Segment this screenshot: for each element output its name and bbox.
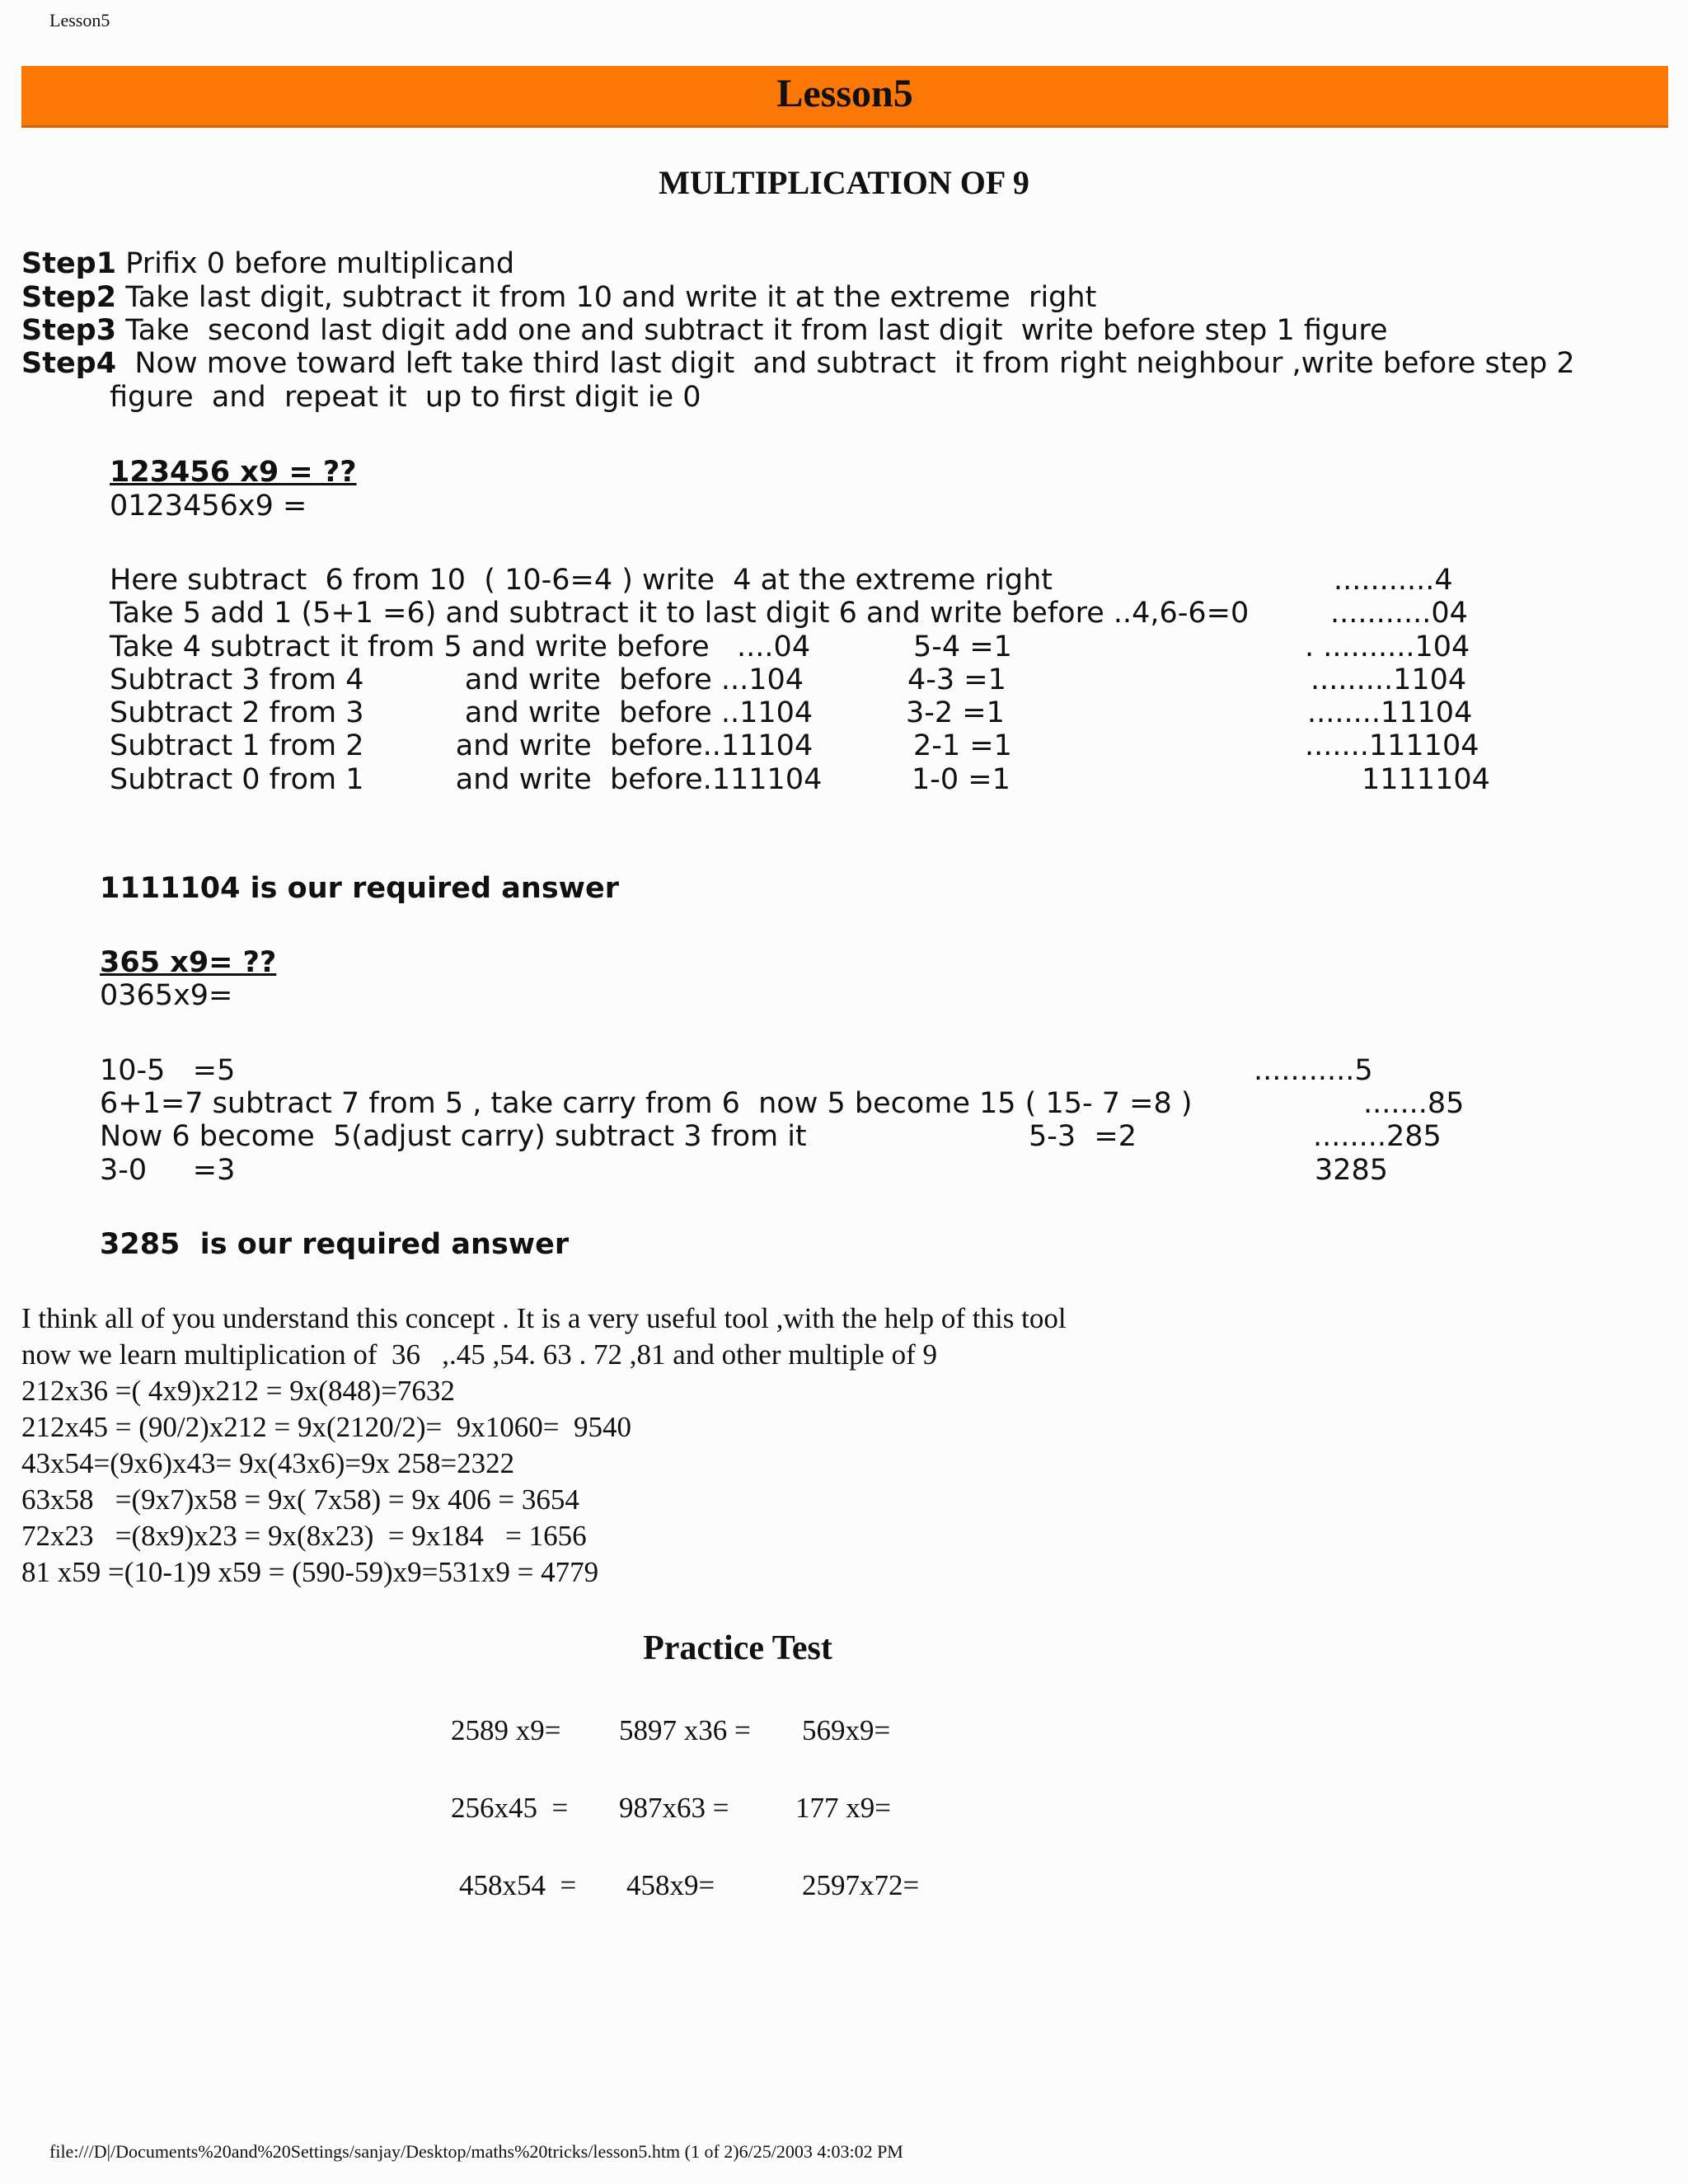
example1-row-desc: Take 5 add 1 (5+1 =6) and subtract it to last digit 6 and write before ..4,6-6=0 <box>110 597 1250 630</box>
example2-row-desc: Now 6 become 5(adjust carry) subtract 3 from it <box>100 1120 807 1153</box>
practice-item: 569x9= <box>802 1714 891 1746</box>
step-text: Take second last digit add one and subtract it from last digit write before step 1 figure <box>116 314 1388 347</box>
note-line: 212x36 =( 4x9)x212 = 9x(848)=7632 <box>21 1375 455 1407</box>
note-line: 72x23 =(8x9)x23 = 9x(8x23) = 9x184 = 1656 <box>21 1520 587 1552</box>
example1-row-desc: Subtract 0 from 1 and write before.111104 <box>110 763 823 796</box>
note-line: 43x54=(9x6)x43= 9x(43x6)=9x 258=2322 <box>21 1447 515 1479</box>
practice-title: Practice Test <box>643 1629 832 1667</box>
example1-row-desc: Here subtract 6 from 10 ( 10-6=4 ) write 4 at the extreme right <box>110 564 1053 597</box>
note-line: 212x45 = (90/2)x212 = 9x(2120/2)= 9x1060= 9540 <box>21 1411 632 1443</box>
step-4 <box>21 347 1575 380</box>
example1-row-desc: Subtract 1 from 2 and write before..11104 <box>110 729 814 762</box>
example2-row-desc: 10-5 =5 <box>100 1054 236 1087</box>
example1-row-result: .......111104 <box>1305 729 1479 762</box>
note-line: now we learn multiplication of 36 ,.45 ,54. 63 . 72 ,81 and other multiple of 9 <box>21 1338 938 1371</box>
example1-row-desc: Subtract 2 from 3 and write before ..1104 <box>110 696 814 729</box>
step-1 <box>21 247 514 280</box>
example2-heading: 365 x9= ?? <box>100 946 277 979</box>
practice-item: 256x45 = <box>451 1792 569 1824</box>
note-line: I think all of you understand this concept . It is a very useful tool ,with the help of this tool <box>21 1302 1067 1334</box>
example1-answer: 1111104 is our required answer <box>100 872 619 905</box>
step-text: Prifix 0 before multiplicand <box>116 247 515 280</box>
example2-row-desc: 6+1=7 subtract 7 from 5 , take carry from 6 now 5 become 15 ( 15- 7 =8 ) <box>100 1087 1193 1120</box>
example1-row-result: ...........04 <box>1330 597 1468 630</box>
practice-item: 5897 x36 = <box>619 1714 751 1746</box>
example1-row-result: ........11104 <box>1307 696 1473 729</box>
step-4-continued <box>110 381 701 414</box>
example1-row-result: . ..........104 <box>1305 630 1470 663</box>
practice-item: 458x9= <box>626 1869 715 1901</box>
example2-row-desc: 3-0 =3 <box>100 1154 236 1187</box>
example2-row-result: .......85 <box>1363 1087 1465 1120</box>
practice-item: 2589 x9= <box>451 1714 561 1746</box>
step-text: Take last digit, subtract it from 10 and write it at the extreme right <box>116 281 1097 314</box>
page-header-label: Lesson5 <box>49 10 110 30</box>
example1-prefixed: 0123456x9 = <box>110 490 307 523</box>
example2-row-result: ...........5 <box>1254 1054 1373 1087</box>
practice-item: 177 x9= <box>795 1792 891 1824</box>
example1-row-result: .........1104 <box>1311 663 1467 696</box>
section-title: MULTIPLICATION OF 9 <box>659 164 1029 201</box>
example1-heading: 123456 x9 = ?? <box>110 456 357 489</box>
note-line: 63x58 =(9x7)x58 = 9x( 7x58) = 9x 406 = 3654 <box>21 1483 579 1516</box>
note-line: 81 x59 =(10-1)9 x59 = (590-59)x9=531x9 = 4779 <box>21 1556 599 1588</box>
step-3 <box>21 314 1388 347</box>
example2-prefixed: 0365x9= <box>100 979 233 1012</box>
practice-item: 458x54 = <box>459 1869 577 1901</box>
example1-row-result: 1111104 <box>1362 763 1490 796</box>
example1-row-desc: Subtract 3 from 4 and write before ...104 <box>110 663 804 696</box>
practice-item: 2597x72= <box>802 1869 920 1901</box>
step-label: Step1 <box>21 247 117 280</box>
example1-row-calc: 4-3 =1 <box>907 663 1006 696</box>
step-text: Now move toward left take third last digit and subtract it from right neighbour ,write before step 2 <box>116 347 1575 380</box>
example1-row-result: ...........4 <box>1334 564 1453 597</box>
page-footer-url: file:///D|/Documents%20and%20Settings/sanjay/Desktop/maths%20tricks/lesson5.htm (1 of 2)6/25/2003 4:03:02 PM <box>49 2141 903 2162</box>
example1-row-calc: 1-0 =1 <box>912 763 1010 796</box>
step-2 <box>21 281 1096 314</box>
step-label: Step3 <box>21 314 117 347</box>
title-banner <box>21 66 1668 128</box>
example2-row-result: 3285 <box>1315 1154 1389 1187</box>
step-text: figure and repeat it up to first digit ie 0 <box>110 381 701 414</box>
example1-row-desc: Take 4 subtract it from 5 and write before ....04 <box>110 630 811 663</box>
example2-row-calc: 5-3 =2 <box>1029 1120 1137 1153</box>
banner-title: Lesson5 <box>776 72 913 115</box>
step-label: Step2 <box>21 281 117 314</box>
example1-row-calc: 5-4 =1 <box>913 630 1012 663</box>
example1-row-calc: 2-1 =1 <box>913 729 1012 762</box>
practice-item: 987x63 = <box>619 1792 729 1824</box>
example2-answer: 3285 is our required answer <box>100 1228 570 1261</box>
example1-row-calc: 3-2 =1 <box>906 696 1005 729</box>
example2-row-result: ........285 <box>1313 1120 1442 1153</box>
step-label: Step4 <box>21 347 117 380</box>
